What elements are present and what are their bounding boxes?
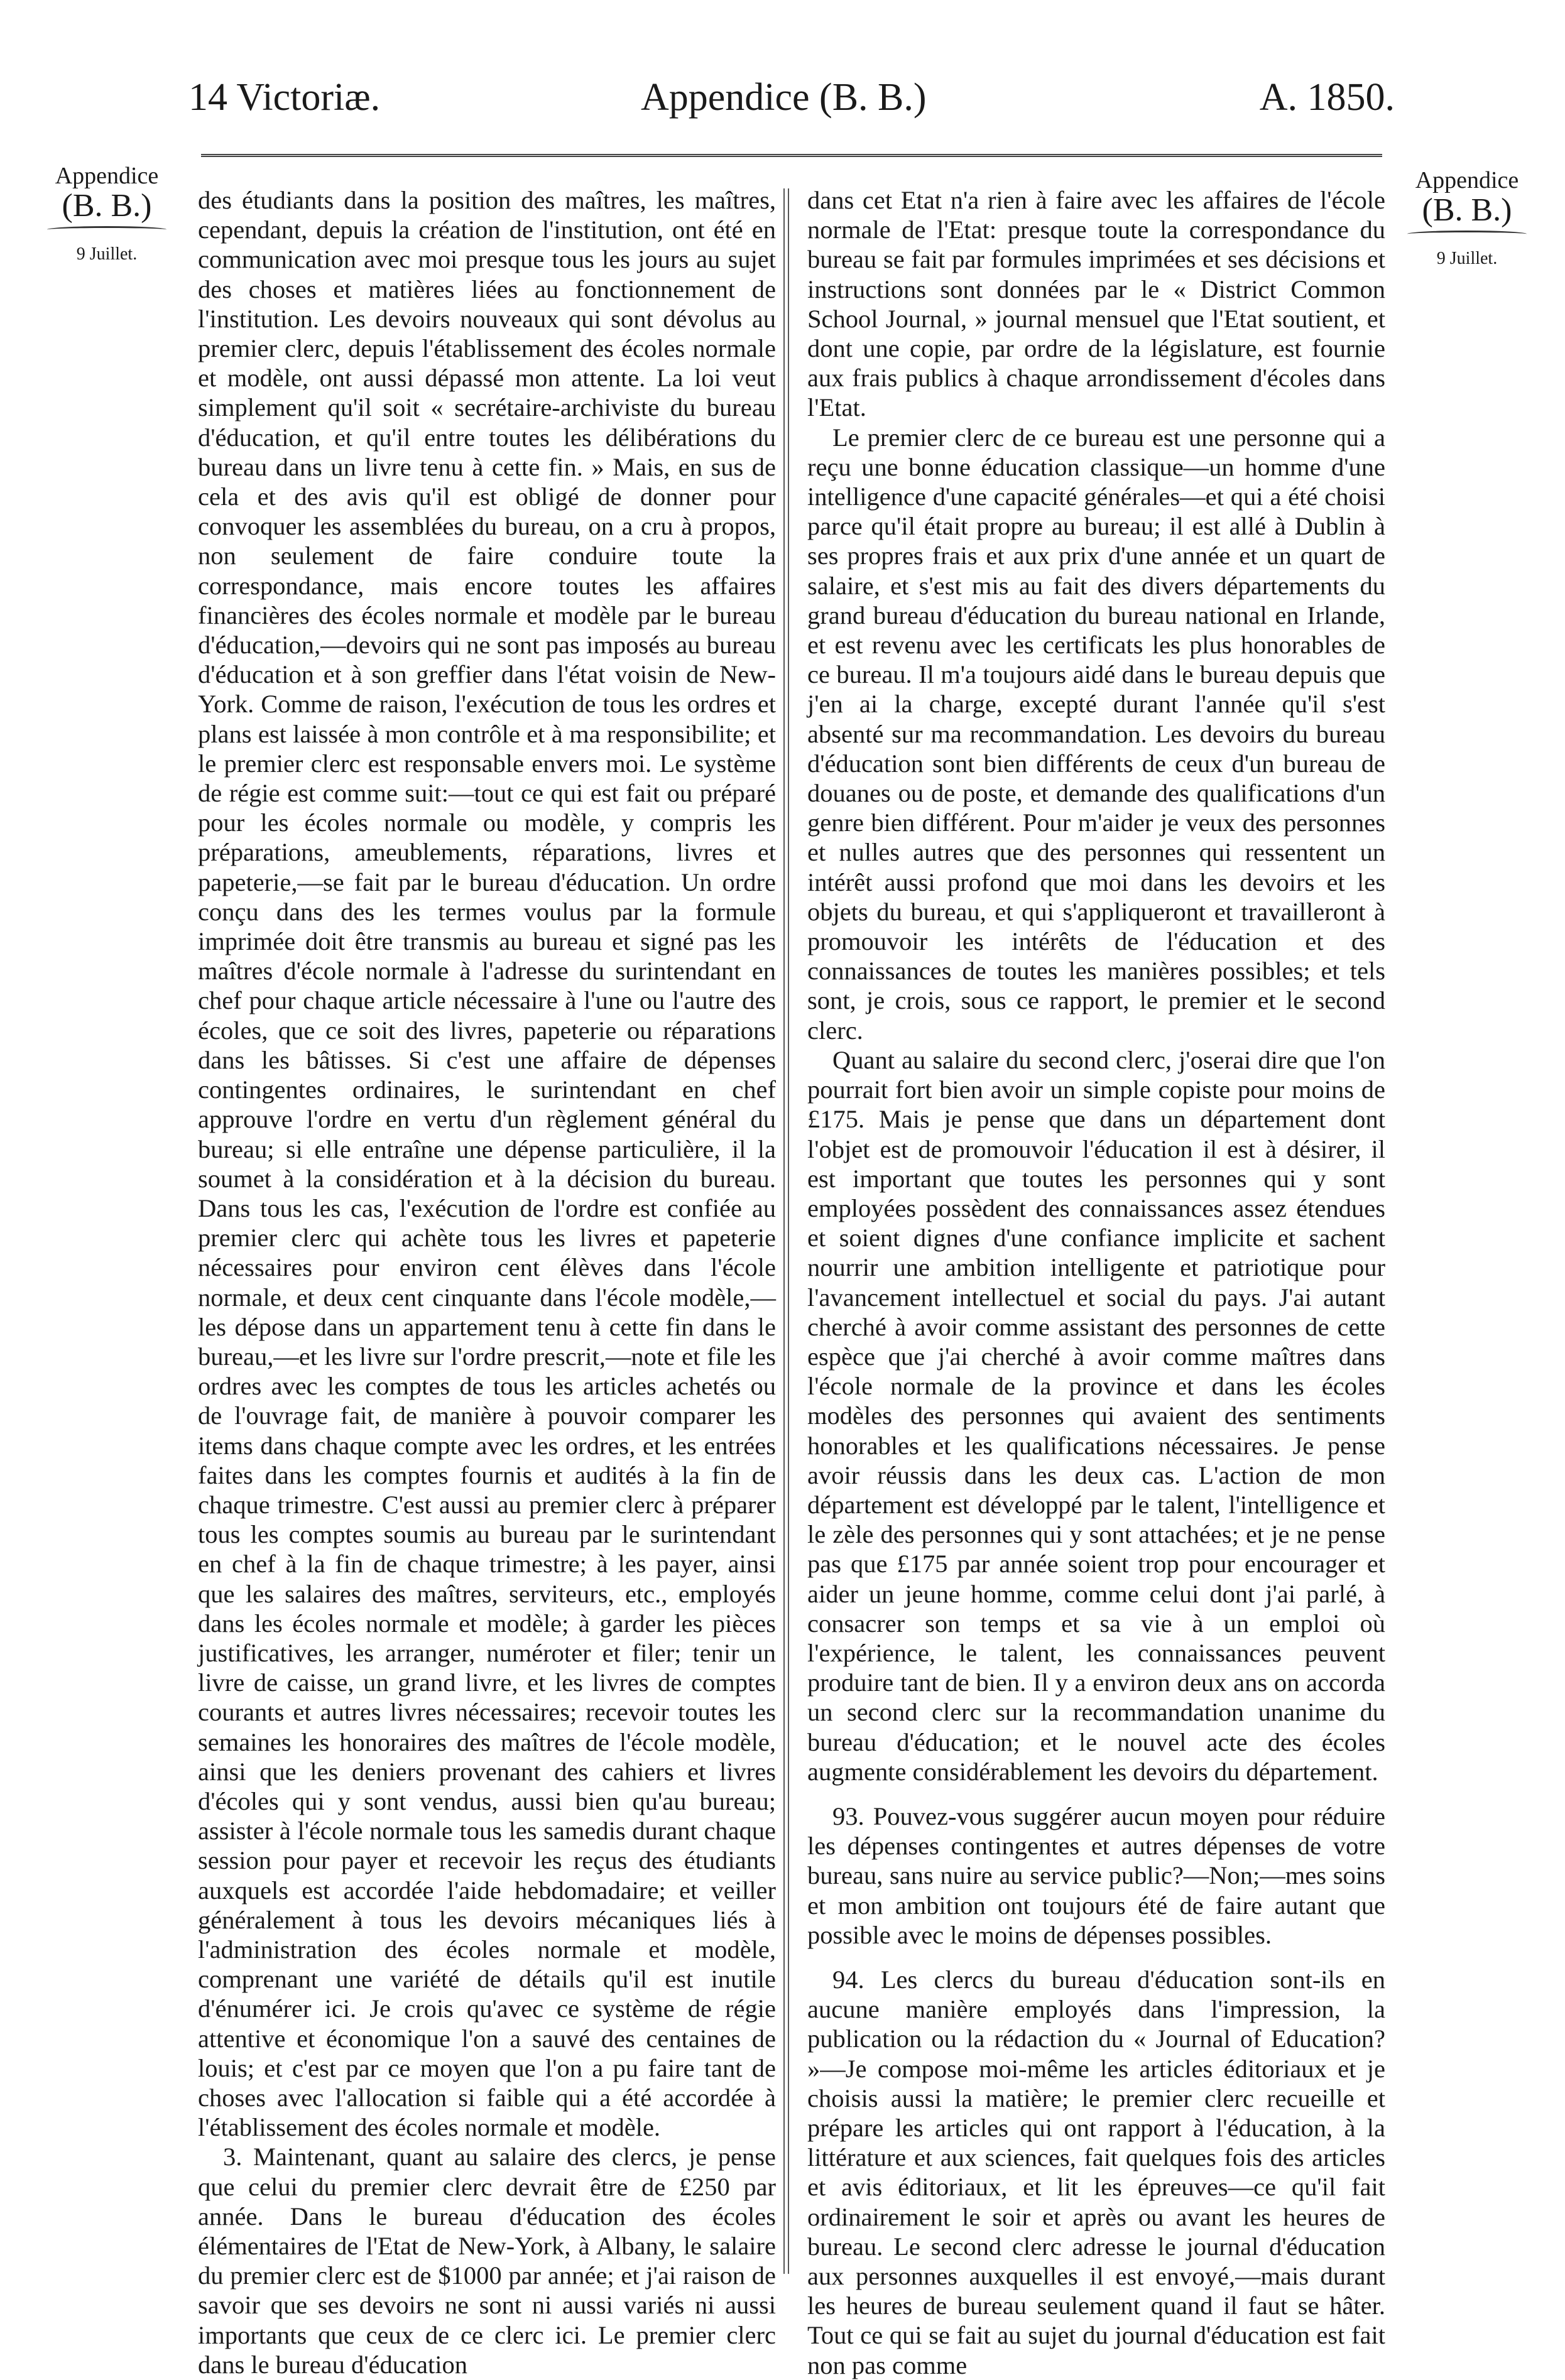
margin-appendix-code: (B. B.) — [62, 188, 152, 224]
paragraph: Quant au salaire du second clerc, j'oserai dire que l'on pourrait fort bien avoir un simple copiste pour moins de £175. Mais je pense que dans un département dont l'objet est de promouvoir l'éducation il est à désirer, il est important que toutes les personnes qui y sont employées possèdent des connaissances assez étendues et soient dignes d'une confiance implicite et sachent nourrir une ambition intelligente et patriotique pour l'avancement intellectuel et social du pays. J'ai autant cherché à avoir comme assistant des personnes de cette espèce que j'ai cherché à avoir comme maîtres dans l'école normale de la province et dans les écoles modèles des personnes qui avaient des sentiments honorables et les qualifications nécessaires. Je pense avoir réussis dans les deux cas. L'action de mon département est développé par le talent, l'intelligence et le zèle des personnes qui y sont attachées; et je ne pense pas que £175 par année soient trop pour encourager et aider un jeune homme, comme celui dont j'ai parlé, à consacrer son temps et sa vie à un emploi où l'expérience, le talent, les connaissances peuvent produire tant de bien. Il y a environ deux ans on accorda un second clerc sur la recommandation unanime du bureau d'éducation; et le nouvel acte des écoles augmente considérablement les devoirs du département. — [807, 1045, 1385, 1786]
margin-appendix-label: Appendice — [55, 163, 159, 189]
paragraph: dans cet Etat n'a rien à faire avec les affaires de l'école normale de l'Etat: presque toute la correspondance du bureau se fait par formules imprimées et ses décisions et instructions sont données par le « District Common School Journal, » journal mensuel que l'Etat soutient, et dont une copie, par ordre de la législature, est fournie aux frais publics à chaque arrondissement d'écoles dans l'Etat. — [807, 186, 1385, 422]
running-header — [188, 75, 1395, 132]
margin-appendix-label: Appendice — [1415, 167, 1519, 193]
margin-date: 9 Juillet. — [1436, 249, 1498, 268]
paragraph: Le premier clerc de ce bureau est une personne qui a reçu une bonne éducation classique—un homme d'une intelligence d'une capacité générales—et qui a été choisi parce qu'il était propre au bureau; il est allé à Dublin à ses propres frais et aux prix d'une année et un quart de salaire, et s'est mis au fait des divers départements du grand bureau d'éducation du bureau national en Irlande, et est revenu avec les certificats les plus honorables de ce bureau. Il m'a toujours aidé dans le bureau depuis que j'en ai la charge, excepté durant l'année qu'il s'est absenté sur ma recommandation. Les devoirs du bureau d'éducation sont bien différents de ceux d'un bureau de douanes ou de poste, et demande des qualifications d'un genre bien différent. Pour m'aider je veux des personnes et nulles autres que des personnes qui ressentent un intérêt aussi profond que moi dans les devoirs et les objets du bureau, et qui s'appliqueront et travailleront à promouvoir les intérêts de l'éducation et des connaissances de toutes les manières possibles; et tels sont, je crois, sous ce rapport, le premier et le second clerc. — [807, 423, 1385, 1045]
margin-appendix-code: (B. B.) — [1422, 192, 1512, 228]
paragraph: des étudiants dans la position des maîtres, les maîtres, cependant, depuis la création de l'institution, ont été en communication avec moi presque tous les jours au sujet des choses et matières liées au fonctionnement de l'institution. Les devoirs nouveaux qui sont dévolus au premier clerc, depuis l'établissement des écoles normale et modèle, ont aussi dépassé mon attente. La loi veut simplement qu'il soit « secrétaire-archiviste du bureau d'éducation, et qu'il entre toutes les délibérations du bureau dans un livre tenu à cette fin. » Mais, en sus de cela et des avis qu'il est obligé de donner pour convoquer les assemblées du bureau, on a cru à propos, non seulement de faire conduire toute la correspondance, mais encore toutes les affaires financières des écoles normale et modèle par le bureau d'éducation,—devoirs qui ne sont pas imposés au bureau d'éducation et à son greffier dans l'état voisin de New-York. Comme de raison, l'exécution de tous les ordres et plans est laissée à mon contrôle et à ma responsibilite; et le premier clerc est responsable envers moi. Le système de régie est comme suit:—tout ce qui est fait ou préparé pour les écoles normale ou modèle, y compris les préparations, ameublements, réparations, livres et papeterie,—se fait par le bureau d'éducation. Un ordre conçu dans des les termes voulus par la formule imprimée doit être transmis au bureau et signé pas les maîtres d'école normale à l'adresse du surintendant en chef pour chaque article nécessaire à l'une ou l'autre des écoles, que ce soit des livres, papeterie ou réparations dans les bâtisses. Si c'est une affaire de dépenses contingentes ordinaires, le surintendant en chef approuve l'ordre en vertu d'un règlement général du bureau; si elle entraîne une dépense particulière, il la soumet à la considération et à la décision du bureau. Dans tous les cas, l'exécution de l'ordre est confiée au premier clerc qui achète tous les livres et papeterie nécessaires pour environ cent élèves dans l'école normale, et deux cent cinquante dans l'école modèle,—les dépose dans un appartement tenu à cette fin dans le bureau,—et les livre sur l'ordre prescrit,—note et file les ordres avec les comptes de tous les articles achetés ou de l'ouvrage fait, de manière à pouvoir comparer les items dans chaque compte avec les ordres, et les entrées faites dans les comptes fournis et audités à la fin de chaque trimestre. C'est aussi au premier clerc à préparer tous les comptes soumis au bureau par le surintendant en chef à la fin de chaque trimestre; à les payer, ainsi que les salaires des maîtres, serviteurs, etc., employés dans les écoles normale et modèle; à garder les pièces justificatives, les arranger, numéroter et filer; tenir un livre de caisse, un grand livre, et les livres de comptes courants et autres livres nécessaires; recevoir toutes les semaines les honoraires des maîtres de l'école modèle, ainsi que les deniers provenant des cahiers et livres d'écoles qui y sont vendus, aussi bien qu'au bureau; assister à l'école normale tous les samedis durant chaque session pour payer et recevoir les reçus des étudiants auxquels est accordée l'aide hebdomadaire; et veiller généralement à tous les devoirs mécaniques liés à l'administration des écoles normale et modèle, comprenant une variété de détails qu'il est inutile d'énumérer ici. Je crois qu'avec ce système de régie attentive et économique l'on a sauvé des centaines de louis; et c'est par ce moyen que l'on a pu faire tant de choses avec l'allocation si faible qui a été accordée à l'établissement des écoles normale et modèle. — [198, 186, 776, 2142]
header-year: A. 1850. — [1259, 76, 1395, 119]
margin-note-left — [38, 162, 176, 264]
header-rule — [201, 154, 1382, 157]
right-column — [807, 185, 1385, 2379]
header-session: 14 Victoriæ. — [188, 76, 381, 119]
left-column — [198, 185, 776, 2379]
header-title: Appendice (B. B.) — [641, 76, 927, 119]
paragraph: 3. Maintenant, quant au salaire des clercs, je pense que celui du premier clerc devrait être de £250 par année. Dans le bureau d'éducation des écoles élémentaires de l'Etat de New-York, à Albany, le salaire du premier clerc est de $1000 par année; et j'ai raison de savoir que ses devoirs ne sont ni aussi variés ni aussi importants que ceux de ce clerc ici. Le premier clerc dans le bureau d'éducation — [198, 2143, 776, 2379]
margin-date: 9 Juillet. — [76, 244, 138, 264]
paragraph: 93. Pouvez-vous suggérer aucun moyen pour réduire les dépenses contingentes et autres dépenses de votre bureau, sans nuire au service public?—Non;—mes soins et mon ambition ont toujours été de faire autant que possible avec le moins de dépenses possibles. — [807, 1801, 1385, 1949]
margin-brace — [47, 226, 166, 233]
column-divider — [783, 188, 789, 2274]
paragraph: 94. Les clercs du bureau d'éducation sont-ils en aucune manière employés dans l'impression, la publication ou la rédaction du « Journal of Education? »—Je compose moi-même les articles éditoriaux et je choisis aussi la matière; le premier clerc recueille et prépare les articles qui ont rapport à l'éducation, à la littérature et aux sciences, fait quelques fois des articles et avis éditoriaux, et lit les épreuves—ce qu'il fait ordinairement le soir et après ou avant les heures de bureau. Le second clerc adresse le journal d'éducation aux personnes auxquelles il est envoyé,—mais durant les heures de bureau seulement quand il faut se hâter. Tout ce qui se fait au sujet du journal d'éducation est fait non pas comme — [807, 1965, 1385, 2379]
margin-brace — [1407, 231, 1527, 237]
margin-note-right — [1388, 166, 1546, 269]
